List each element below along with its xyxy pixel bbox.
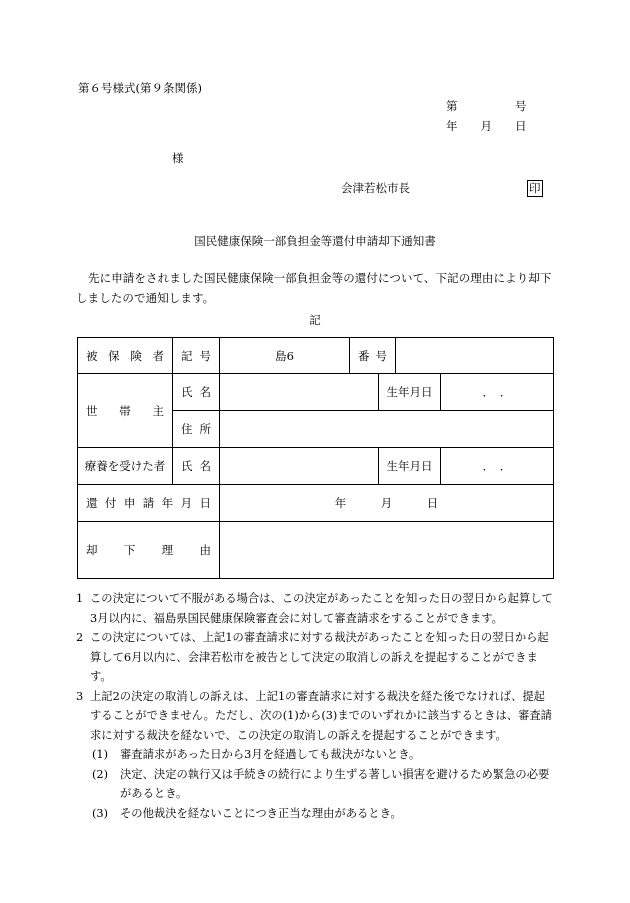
notes-section <box>76 589 556 823</box>
recipient-suffix: 様 <box>172 151 184 165</box>
care-recipient-name-value <box>220 448 379 485</box>
subnote-text: その他裁決を経ないことにつき正当な理由があるとき。 <box>120 806 402 820</box>
application-table <box>77 337 554 579</box>
birthdate-label-2: 生年月日 <box>379 448 441 485</box>
care-recipient-label: 療養を受けた者 <box>78 448 173 485</box>
refund-date-value: 年 月 日 <box>220 485 554 522</box>
subnote-text: 審査請求があった日から3月を経過しても裁決がないとき。 <box>120 748 421 761</box>
name-label: 氏名 <box>173 374 220 411</box>
birthdate-label: 生年月日 <box>379 374 441 411</box>
ki-heading: 記 <box>309 313 321 327</box>
reason-label: 却下理由 <box>78 522 220 579</box>
note-text: 上記2の決定の取消しの訴えは、上記1の審査請求に対する裁決を経た後でなければ、提起することができません。ただし、次の(1)から(3)までのいずれかに該当するときは、審査請求に対する裁決を経ないで、この決定の取消しの訴えを提起することができます。 <box>90 689 552 742</box>
kigou-label: 記号 <box>173 338 220 374</box>
subnote-number: (2) <box>92 767 109 781</box>
bangou-label: 番号 <box>350 338 396 374</box>
address-value <box>220 411 554 448</box>
subnote-number: (3) <box>92 806 109 820</box>
subnote-number: (1) <box>92 748 109 761</box>
seal-mark: 印 <box>529 181 541 195</box>
subnote-text: 決定、決定の執行又は手続きの続行により生ずる著しい損害を避けるため緊急の必要があるとき。 <box>120 767 550 800</box>
birthdate-value-2: ． ． <box>441 448 554 485</box>
form-number: 第６号様式(第９条関係) <box>78 81 202 95</box>
intro-text: 先に申請をされました国民健康保険一部負担金等の還付について、下記の理由により却下しましたので通知します。 <box>76 271 552 305</box>
document-number: 第 号 <box>446 99 527 113</box>
note-number: 1 <box>76 592 84 605</box>
insured-label: 被保険者 <box>78 338 173 374</box>
subnote-item <box>76 745 556 765</box>
note-text: この決定については、上記1の審査請求に対する裁決があったことを知った日の翌日から起算して6月以内に、会津若松市を被告として決定の取消しの訴えを提起することができます。 <box>90 631 549 683</box>
subnote-item <box>76 804 556 824</box>
subnote-item <box>76 765 556 804</box>
bangou-value <box>396 338 554 374</box>
document-title: 国民健康保険一部負担金等還付申請却下通知書 <box>194 234 436 248</box>
kigou-value: 島6 <box>220 338 350 374</box>
note-item <box>76 628 556 687</box>
note-text: この決定について不服がある場合は、この決定があったことを知った日の翌日から起算して3月以内に、福島県国民健康保険審査会に対して審査請求をすることができます。 <box>90 592 553 625</box>
issuer-name: 会津若松市長 <box>341 181 410 195</box>
note-item <box>76 687 556 746</box>
householder-name-value <box>220 374 379 411</box>
birthdate-value: ． ． <box>441 374 554 411</box>
intro-paragraph <box>76 268 554 308</box>
householder-label: 世帯主 <box>78 374 173 448</box>
issue-date: 年 月 日 <box>446 119 527 133</box>
note-number: 2 <box>76 631 84 644</box>
name-label-2: 氏名 <box>173 448 220 485</box>
note-item <box>76 589 556 628</box>
refund-date-label: 還付申請年月日 <box>78 485 220 522</box>
address-label: 住所 <box>173 411 220 448</box>
reason-value <box>220 522 554 579</box>
note-number: 3 <box>76 689 84 703</box>
